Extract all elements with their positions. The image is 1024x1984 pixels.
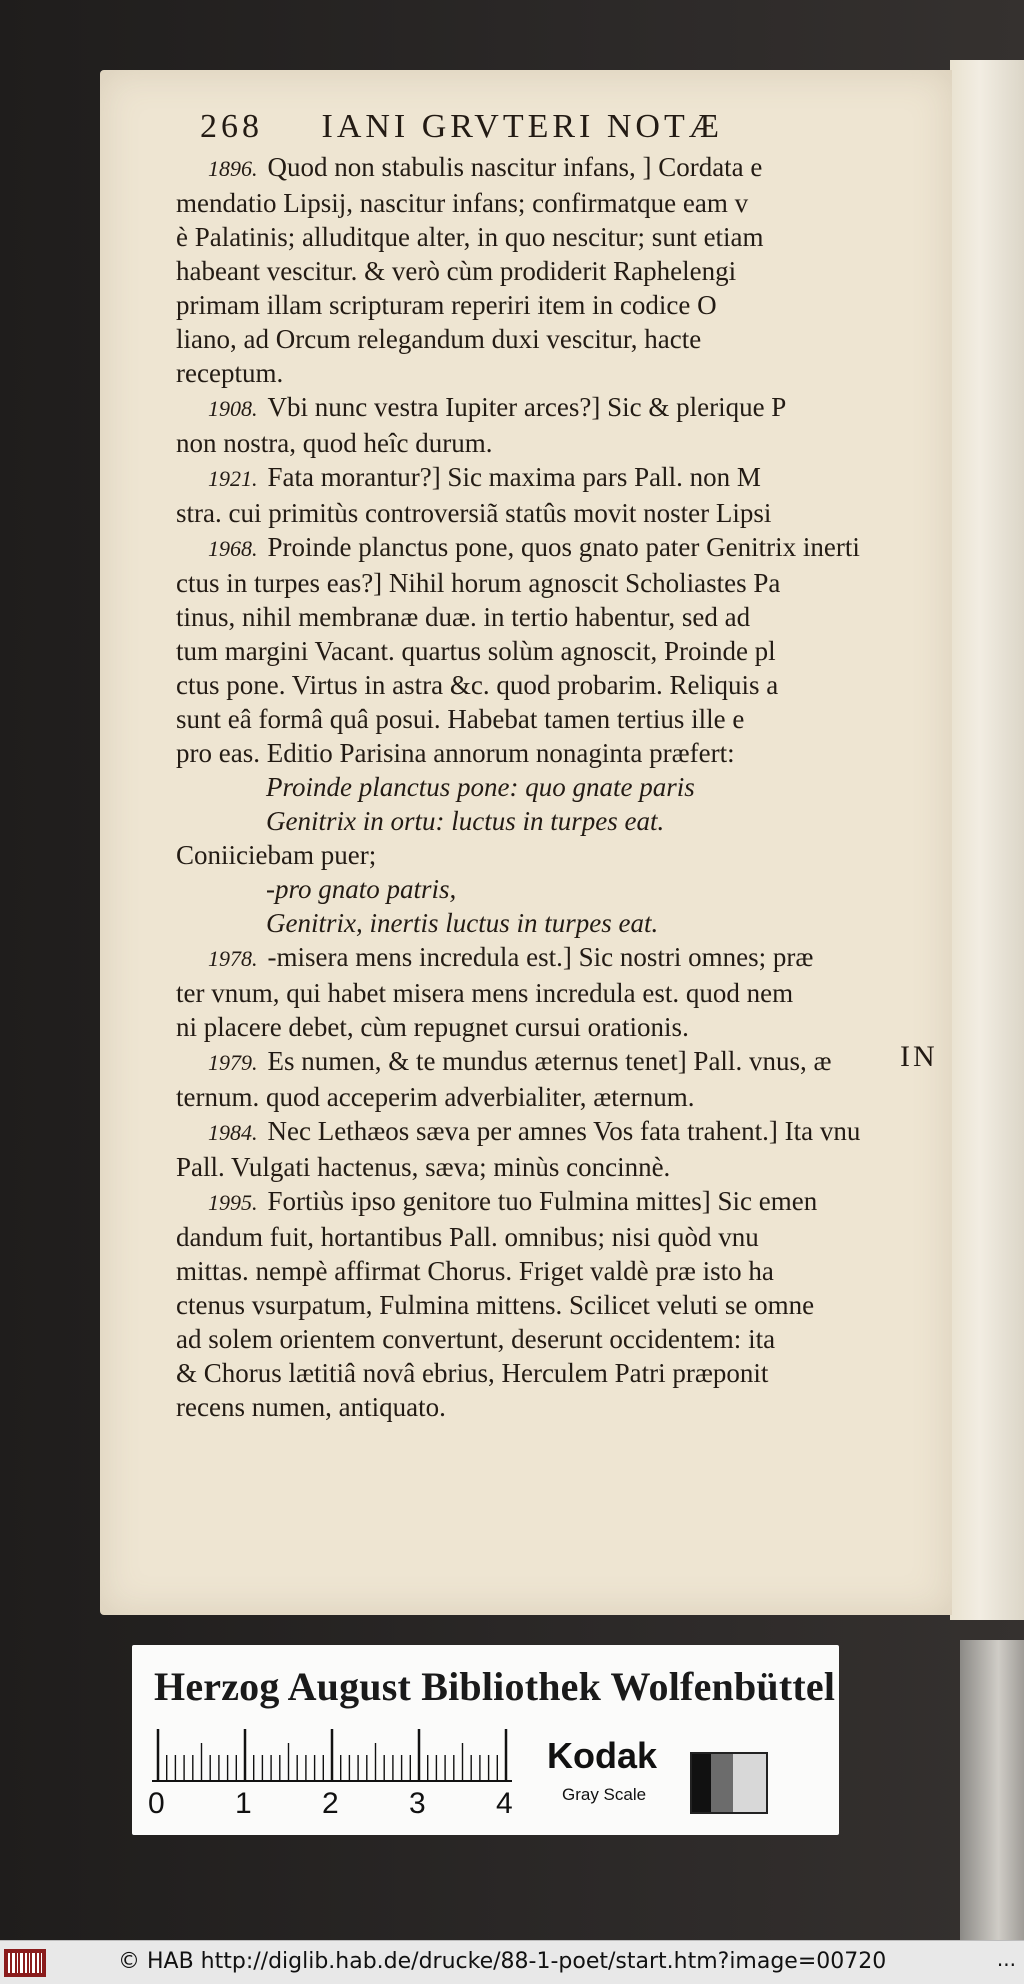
line-text: Nec Lethæos sæva per amnes Vos fata trahent.] Ita vnu bbox=[267, 1116, 861, 1146]
line-text: tinus, nihil membranæ duæ. in tertio habentur, sed ad bbox=[176, 602, 751, 632]
line-text: ni placere debet, cùm repugnet cursui orationis. bbox=[176, 1012, 689, 1042]
line-text: Pall. Vulgati hactenus, sæva; minùs concinnè. bbox=[176, 1152, 671, 1182]
text-line bbox=[176, 1288, 976, 1322]
line-text: liano, ad Orcum relegandum duxi vescitur, hacte bbox=[176, 324, 702, 354]
text-line bbox=[176, 1220, 976, 1254]
line-text: dandum fuit, hortantibus Pall. omnibus; nisi quòd vnu bbox=[176, 1222, 759, 1252]
text-line bbox=[176, 460, 976, 496]
more-menu[interactable]: ... bbox=[996, 1947, 1016, 1971]
text-line bbox=[176, 288, 976, 322]
line-text: Fortiùs ipso genitore tuo Fulmina mittes] Sic emen bbox=[267, 1186, 818, 1216]
line-text: sunt eâ formâ quâ posui. Habebat tamen tertius ille e bbox=[176, 704, 745, 734]
line-text: è Palatinis; alluditque alter, in quo nescitur; sunt etiam bbox=[176, 222, 764, 252]
book-spine-strip bbox=[960, 1640, 1024, 1940]
ruler-number: 4 bbox=[496, 1787, 513, 1820]
text-line bbox=[176, 1184, 976, 1220]
viewer-footer bbox=[0, 1940, 1024, 1984]
verse-reference: 1979. bbox=[208, 1050, 258, 1075]
line-text: stra. cui primitùs controversiã statûs movit noster Lipsi bbox=[176, 498, 772, 528]
verse-quote-1 bbox=[176, 770, 976, 838]
running-title: IANI GRVTERI NOTÆ bbox=[321, 108, 723, 145]
verse-reference: 1984. bbox=[208, 1120, 258, 1145]
line-text: ad solem orientem convertunt, deserunt occidentem: ita bbox=[176, 1324, 776, 1354]
source-link[interactable]: © HAB http://diglib.hab.de/drucke/88-1-poet/start.htm?image=00720 bbox=[118, 1949, 887, 1974]
line-text: ctus pone. Virtus in astra &c. quod probarim. Reliquis a bbox=[176, 670, 779, 700]
text-line bbox=[176, 496, 976, 530]
kodak-logo: Kodak bbox=[547, 1735, 658, 1776]
verse-reference: 1908. bbox=[208, 396, 258, 421]
text-line bbox=[176, 220, 976, 254]
line-text: -misera mens incredula est.] Sic nostri omnes; præ bbox=[267, 942, 814, 972]
verse-reference: 1995. bbox=[208, 1190, 258, 1215]
page-number: 268 bbox=[200, 108, 263, 145]
ruler-number: 1 bbox=[235, 1787, 252, 1820]
line-text: non nostra, quod heîc durum. bbox=[176, 428, 493, 458]
ruler-numbers bbox=[148, 1787, 548, 1827]
text-line bbox=[176, 1254, 976, 1288]
library-color-chart bbox=[132, 1645, 839, 1835]
verse-line: Genitrix, inertis luctus in turpes eat. bbox=[266, 908, 659, 938]
text-line bbox=[176, 1114, 976, 1150]
ruler-number: 2 bbox=[322, 1787, 339, 1820]
line-text: habeant vescitur. & verò cùm prodiderit Raphelengi bbox=[176, 256, 737, 286]
text-line bbox=[176, 1322, 976, 1356]
verse-line: Proinde planctus pone: quo gnate paris bbox=[266, 772, 695, 802]
library-name: Herzog August Bibliothek Wolfenbüttel bbox=[154, 1664, 836, 1709]
text-line bbox=[176, 390, 976, 426]
line-text: primam illam scripturam reperiri item in codice O bbox=[176, 290, 717, 320]
hab-barcode-icon bbox=[4, 1949, 46, 1977]
page-text bbox=[176, 110, 976, 1424]
line-text: recens numen, antiquato. bbox=[176, 1392, 446, 1422]
ruler-number: 3 bbox=[409, 1787, 426, 1820]
text-line bbox=[176, 1356, 976, 1390]
line-text: pro eas. Editio Parisina annorum nonaginta præfert: bbox=[176, 738, 735, 768]
ruler-number: 0 bbox=[148, 1787, 165, 1820]
line-text: Vbi nunc vestra Iupiter arces?] Sic & plerique P bbox=[267, 392, 787, 422]
gray-swatch bbox=[690, 1752, 768, 1814]
text-line bbox=[176, 254, 976, 288]
line-text: ternum. quod acceperim adverbialiter, æternum. bbox=[176, 1082, 695, 1112]
text-line bbox=[176, 702, 976, 736]
text-line bbox=[176, 940, 976, 976]
line-text: mendatio Lipsij, nascitur infans; confirmatque eam v bbox=[176, 188, 749, 218]
verse-reference: 1968. bbox=[208, 536, 258, 561]
verse-line: Genitrix in ortu: luctus in turpes eat. bbox=[266, 806, 665, 836]
text-line bbox=[176, 530, 976, 566]
text-line bbox=[176, 600, 976, 634]
text-line bbox=[176, 736, 976, 770]
text-line bbox=[176, 1010, 976, 1044]
line-text: Fata morantur?] Sic maxima pars Pall. non M bbox=[267, 462, 761, 492]
running-header bbox=[200, 110, 976, 144]
line-text: mittas. nempè affirmat Chorus. Friget valdè præ isto ha bbox=[176, 1256, 774, 1286]
text-line bbox=[176, 150, 976, 186]
verse-quote-2 bbox=[176, 872, 976, 940]
catchword: IN bbox=[900, 1040, 938, 1073]
text-line bbox=[176, 1044, 976, 1080]
commentary-lines-2 bbox=[176, 940, 976, 1424]
text-line bbox=[176, 1150, 976, 1184]
conjecture-line: Coniiciebam puer; bbox=[176, 840, 377, 870]
text-line bbox=[176, 426, 976, 460]
line-text: Proinde planctus pone, quos gnato pater Genitrix inerti bbox=[267, 532, 860, 562]
text-line bbox=[176, 566, 976, 600]
verse-reference: 1921. bbox=[208, 466, 258, 491]
verse-reference: 1978. bbox=[208, 946, 258, 971]
text-line bbox=[176, 634, 976, 668]
text-line bbox=[176, 668, 976, 702]
commentary-lines bbox=[176, 150, 976, 770]
gray-scale-label: Gray Scale bbox=[562, 1785, 647, 1804]
line-text: Es numen, & te mundus æternus tenet] Pall. vnus, æ bbox=[267, 1046, 832, 1076]
line-text: ctenus vsurpatum, Fulmina mittens. Scilicet veluti se omne bbox=[176, 1290, 815, 1320]
verse-line: -pro gnato patris, bbox=[266, 874, 457, 904]
line-text: receptum. bbox=[176, 358, 284, 388]
line-text: & Chorus lætitiâ novâ ebrius, Herculem Patri præponit bbox=[176, 1358, 769, 1388]
line-text: ter vnum, qui habet misera mens incredula est. quod nem bbox=[176, 978, 794, 1008]
text-line bbox=[176, 322, 976, 356]
text-line bbox=[176, 1080, 976, 1114]
text-line bbox=[176, 356, 976, 390]
verse-reference: 1896. bbox=[208, 156, 258, 181]
line-text: Quod non stabulis nascitur infans, ] Cordata e bbox=[267, 152, 763, 182]
text-line bbox=[176, 976, 976, 1010]
text-line bbox=[176, 1390, 976, 1424]
ruler-scale bbox=[152, 1723, 512, 1783]
line-text: tum margini Vacant. quartus solùm agnoscit, Proinde pl bbox=[176, 636, 776, 666]
text-line bbox=[176, 186, 976, 220]
line-text: ctus in turpes eas?] Nihil horum agnoscit Scholiastes Pa bbox=[176, 568, 781, 598]
